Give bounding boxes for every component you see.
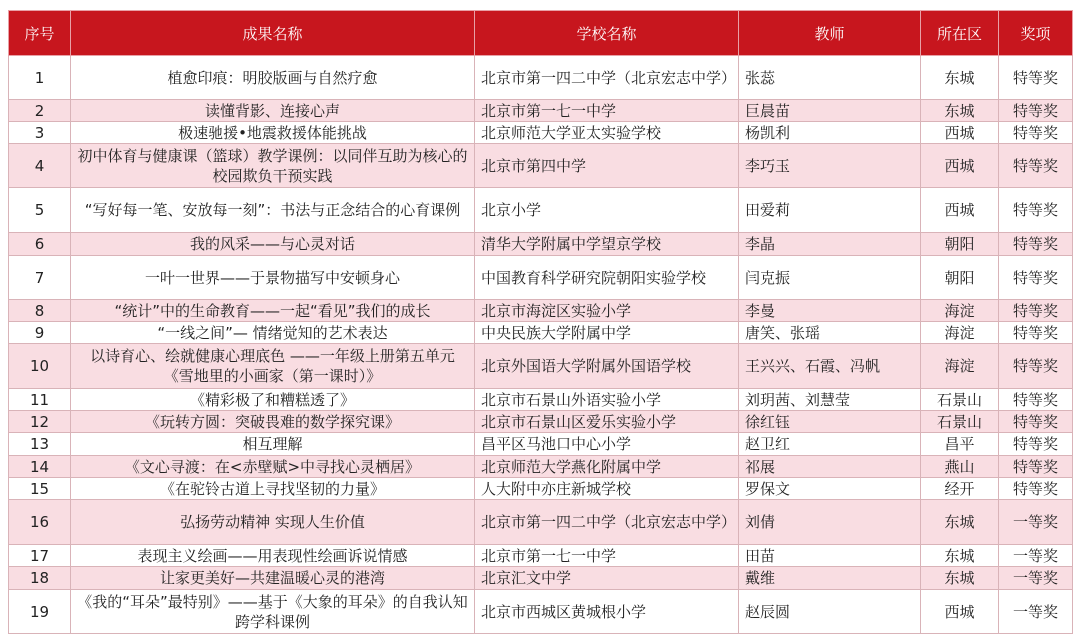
cell-index: 14 bbox=[9, 456, 71, 478]
cell-school: 北京市第一七一中学 bbox=[475, 100, 739, 122]
cell-district: 东城 bbox=[921, 100, 999, 122]
cell-teacher: 巨晨苗 bbox=[739, 100, 921, 122]
cell-award: 特等奖 bbox=[999, 144, 1073, 188]
cell-index: 1 bbox=[9, 56, 71, 100]
cell-award: 一等奖 bbox=[999, 500, 1073, 545]
cell-school: 北京外国语大学附属外国语学校 bbox=[475, 344, 739, 389]
cell-index: 13 bbox=[9, 433, 71, 456]
cell-title: 《我的“耳朵”最特别》——基于《大象的耳朵》的自我认知跨学科课例 bbox=[71, 590, 475, 634]
cell-school: 北京市石景山外语实验小学 bbox=[475, 389, 739, 411]
cell-title: “写好每一笔、安放每一刻”：书法与正念结合的心育课例 bbox=[71, 188, 475, 233]
cell-teacher: 赵卫红 bbox=[739, 433, 921, 456]
cell-teacher: 罗保文 bbox=[739, 478, 921, 500]
cell-teacher: 杨凯利 bbox=[739, 122, 921, 144]
cell-school: 北京市石景山区爱乐实验小学 bbox=[475, 411, 739, 433]
cell-index: 15 bbox=[9, 478, 71, 500]
cell-district: 朝阳 bbox=[921, 233, 999, 256]
cell-teacher: 王兴兴、石霞、冯帆 bbox=[739, 344, 921, 389]
cell-award: 特等奖 bbox=[999, 300, 1073, 322]
cell-district: 东城 bbox=[921, 56, 999, 100]
cell-title: 植愈印痕：明胶版画与自然疗愈 bbox=[71, 56, 475, 100]
cell-award: 特等奖 bbox=[999, 456, 1073, 478]
cell-teacher: 徐红钰 bbox=[739, 411, 921, 433]
cell-teacher: 刘倩 bbox=[739, 500, 921, 545]
cell-award: 特等奖 bbox=[999, 433, 1073, 456]
cell-district: 东城 bbox=[921, 545, 999, 567]
cell-school: 北京市第四中学 bbox=[475, 144, 739, 188]
table-row bbox=[9, 389, 1073, 411]
cell-teacher: 李曼 bbox=[739, 300, 921, 322]
cell-district: 经开 bbox=[921, 478, 999, 500]
table-row bbox=[9, 344, 1073, 389]
cell-school: 中央民族大学附属中学 bbox=[475, 322, 739, 344]
cell-award: 一等奖 bbox=[999, 567, 1073, 590]
cell-award: 一等奖 bbox=[999, 545, 1073, 567]
cell-title: 《文心寻渡：在<赤壁赋>中寻找心灵栖居》 bbox=[71, 456, 475, 478]
cell-award: 特等奖 bbox=[999, 389, 1073, 411]
table-row bbox=[9, 144, 1073, 188]
cell-title: 表现主义绘画——用表现性绘画诉说情感 bbox=[71, 545, 475, 567]
cell-title: 相互理解 bbox=[71, 433, 475, 456]
cell-index: 2 bbox=[9, 100, 71, 122]
cell-index: 6 bbox=[9, 233, 71, 256]
cell-school: 清华大学附属中学望京学校 bbox=[475, 233, 739, 256]
table-row bbox=[9, 100, 1073, 122]
cell-index: 19 bbox=[9, 590, 71, 634]
cell-teacher: 祁展 bbox=[739, 456, 921, 478]
cell-index: 3 bbox=[9, 122, 71, 144]
cell-district: 海淀 bbox=[921, 344, 999, 389]
cell-index: 5 bbox=[9, 188, 71, 233]
cell-school: 北京汇文中学 bbox=[475, 567, 739, 590]
table-row bbox=[9, 433, 1073, 456]
table-row bbox=[9, 456, 1073, 478]
cell-award: 特等奖 bbox=[999, 344, 1073, 389]
table-row bbox=[9, 322, 1073, 344]
cell-index: 9 bbox=[9, 322, 71, 344]
table-row bbox=[9, 56, 1073, 100]
cell-award: 特等奖 bbox=[999, 188, 1073, 233]
table-row bbox=[9, 478, 1073, 500]
cell-school: 北京市海淀区实验小学 bbox=[475, 300, 739, 322]
cell-award: 特等奖 bbox=[999, 233, 1073, 256]
cell-district: 石景山 bbox=[921, 411, 999, 433]
cell-award: 特等奖 bbox=[999, 122, 1073, 144]
table-row bbox=[9, 256, 1073, 300]
cell-title: 一叶一世界——于景物描写中安顿身心 bbox=[71, 256, 475, 300]
cell-district: 西城 bbox=[921, 144, 999, 188]
cell-district: 东城 bbox=[921, 567, 999, 590]
table-row bbox=[9, 411, 1073, 433]
cell-index: 11 bbox=[9, 389, 71, 411]
header-district: 所在区 bbox=[921, 11, 999, 56]
cell-teacher: 李巧玉 bbox=[739, 144, 921, 188]
cell-district: 昌平 bbox=[921, 433, 999, 456]
cell-district: 海淀 bbox=[921, 300, 999, 322]
cell-title: 我的风采——与心灵对话 bbox=[71, 233, 475, 256]
cell-school: 北京市第一七一中学 bbox=[475, 545, 739, 567]
header-title: 成果名称 bbox=[71, 11, 475, 56]
cell-title: “一线之间”— 情绪觉知的艺术表达 bbox=[71, 322, 475, 344]
cell-school: 北京市第一四二中学（北京宏志中学） bbox=[475, 56, 739, 100]
cell-school: 北京师范大学燕化附属中学 bbox=[475, 456, 739, 478]
cell-school: 北京小学 bbox=[475, 188, 739, 233]
cell-school: 北京师范大学亚太实验学校 bbox=[475, 122, 739, 144]
cell-teacher: 闫克振 bbox=[739, 256, 921, 300]
cell-title: 《在驼铃古道上寻找坚韧的力量》 bbox=[71, 478, 475, 500]
cell-title: 《玩转方圆：突破畏难的数学探究课》 bbox=[71, 411, 475, 433]
cell-district: 海淀 bbox=[921, 322, 999, 344]
cell-index: 8 bbox=[9, 300, 71, 322]
header-row bbox=[9, 11, 1073, 56]
cell-teacher: 戴维 bbox=[739, 567, 921, 590]
table-row bbox=[9, 300, 1073, 322]
cell-teacher: 田苗 bbox=[739, 545, 921, 567]
table-row bbox=[9, 567, 1073, 590]
cell-school: 中国教育科学研究院朝阳实验学校 bbox=[475, 256, 739, 300]
header-index: 序号 bbox=[9, 11, 71, 56]
table-row bbox=[9, 500, 1073, 545]
cell-school: 人大附中亦庄新城学校 bbox=[475, 478, 739, 500]
cell-teacher: 田爱莉 bbox=[739, 188, 921, 233]
cell-title: 以诗育心、绘就健康心理底色 ——一年级上册第五单元《雪地里的小画家（第一课时）》 bbox=[71, 344, 475, 389]
header-school: 学校名称 bbox=[475, 11, 739, 56]
table-row bbox=[9, 233, 1073, 256]
cell-school: 北京市第一四二中学（北京宏志中学） bbox=[475, 500, 739, 545]
cell-index: 10 bbox=[9, 344, 71, 389]
table-row bbox=[9, 545, 1073, 567]
table-row bbox=[9, 590, 1073, 634]
cell-award: 特等奖 bbox=[999, 100, 1073, 122]
cell-award: 特等奖 bbox=[999, 322, 1073, 344]
awards-table bbox=[8, 10, 1073, 634]
cell-school: 北京市西城区黄城根小学 bbox=[475, 590, 739, 634]
header-teacher: 教师 bbox=[739, 11, 921, 56]
cell-district: 西城 bbox=[921, 590, 999, 634]
cell-index: 16 bbox=[9, 500, 71, 545]
cell-district: 西城 bbox=[921, 188, 999, 233]
cell-title: 极速驰援•地震救援体能挑战 bbox=[71, 122, 475, 144]
cell-district: 朝阳 bbox=[921, 256, 999, 300]
cell-award: 一等奖 bbox=[999, 590, 1073, 634]
cell-award: 特等奖 bbox=[999, 56, 1073, 100]
cell-title: 《精彩极了和糟糕透了》 bbox=[71, 389, 475, 411]
cell-title: “统计”中的生命教育——一起“看见”我们的成长 bbox=[71, 300, 475, 322]
table-row bbox=[9, 188, 1073, 233]
cell-teacher: 赵辰圆 bbox=[739, 590, 921, 634]
cell-teacher: 刘玥茜、刘慧莹 bbox=[739, 389, 921, 411]
header-award: 奖项 bbox=[999, 11, 1073, 56]
cell-school: 昌平区马池口中心小学 bbox=[475, 433, 739, 456]
cell-title: 弘扬劳动精神 实现人生价值 bbox=[71, 500, 475, 545]
cell-index: 4 bbox=[9, 144, 71, 188]
cell-index: 17 bbox=[9, 545, 71, 567]
cell-award: 特等奖 bbox=[999, 478, 1073, 500]
cell-index: 18 bbox=[9, 567, 71, 590]
cell-district: 西城 bbox=[921, 122, 999, 144]
cell-teacher: 张蕊 bbox=[739, 56, 921, 100]
cell-title: 读懂背影、连接心声 bbox=[71, 100, 475, 122]
cell-award: 特等奖 bbox=[999, 411, 1073, 433]
cell-index: 7 bbox=[9, 256, 71, 300]
cell-district: 燕山 bbox=[921, 456, 999, 478]
cell-title: 让家更美好—共建温暖心灵的港湾 bbox=[71, 567, 475, 590]
table-row bbox=[9, 122, 1073, 144]
cell-index: 12 bbox=[9, 411, 71, 433]
cell-teacher: 唐笑、张瑶 bbox=[739, 322, 921, 344]
cell-title: 初中体育与健康课（篮球）教学课例：以同伴互助为核心的校园欺负干预实践 bbox=[71, 144, 475, 188]
cell-award: 特等奖 bbox=[999, 256, 1073, 300]
cell-district: 东城 bbox=[921, 500, 999, 545]
cell-teacher: 李晶 bbox=[739, 233, 921, 256]
cell-district: 石景山 bbox=[921, 389, 999, 411]
